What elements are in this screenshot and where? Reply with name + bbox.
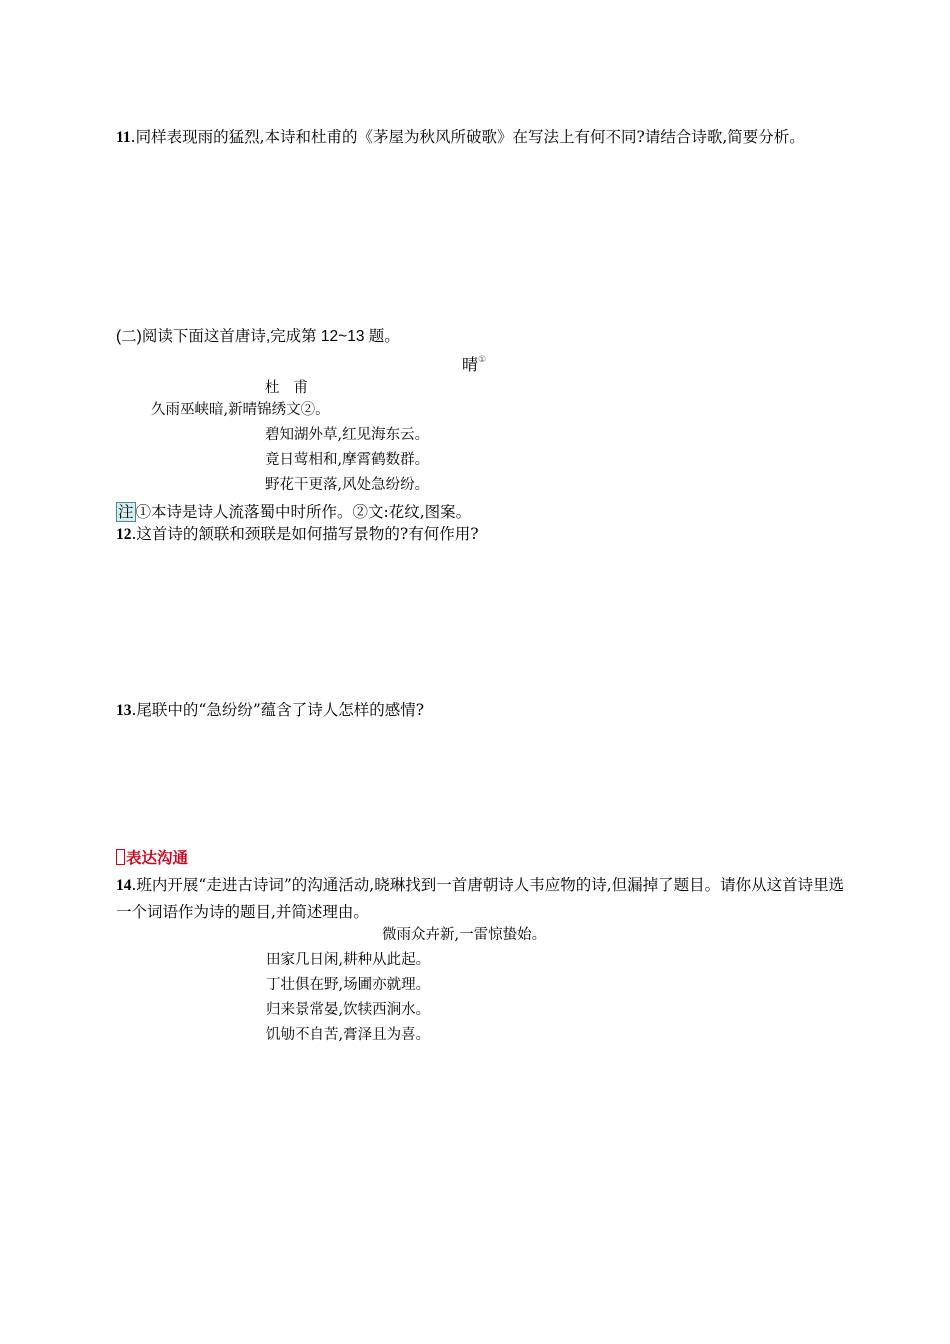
poem-title-text: 晴	[462, 355, 479, 374]
express-heading-text: 表达沟通	[126, 849, 189, 867]
poem-note	[116, 500, 471, 522]
question-text: .尾联中的“急纷纷”蕴含了诗人怎样的感情?	[131, 701, 425, 719]
poem-author: 杜甫	[265, 380, 322, 396]
poem-line: 丁壮俱在野,场圃亦就理。	[266, 977, 431, 993]
poem-line: 微雨众卉新,一雷惊蛰始。	[382, 927, 547, 943]
footnote-marker: ①	[478, 355, 487, 365]
note-mark: 注	[118, 503, 134, 521]
box-icon	[116, 849, 125, 865]
question-12	[116, 521, 479, 548]
question-number: 12	[116, 526, 132, 543]
poem-line: 野花干更落,风处急纷纷。	[265, 477, 430, 493]
question-text: .同样表现雨的猛烈,本诗和杜甫的《茅屋为秋风所破歌》在写法上有何不同?请结合诗歌,简要分析。	[130, 128, 805, 146]
express-section-heading	[116, 846, 188, 868]
poem-line: 竟日莺相和,摩霄鹤数群。	[265, 452, 430, 468]
section-heading: (二)阅读下面这首唐诗,完成第 12~13 题。	[116, 328, 400, 345]
poem-line: 田家几日闲,耕种从此起。	[266, 952, 431, 968]
question-14	[116, 872, 846, 926]
question-text: .这首诗的颔联和颈联是如何描写景物的?有何作用?	[131, 525, 479, 543]
poem-line: 饥劬不自苦,膏泽且为喜。	[266, 1027, 431, 1043]
note-text: ①本诗是诗人流落蜀中时所作。②文:花纹,图案。	[135, 503, 472, 521]
question-number: 14	[116, 877, 132, 894]
question-text: .班内开展“走进古诗词”的沟通活动,晓琳找到一首唐朝诗人韦应物的诗,但漏掉了题目。请你从这首诗里选一个词语作为诗的题目,并简述理由。	[116, 876, 845, 921]
question-13	[116, 697, 424, 724]
poem-line: 久雨巫峡暗,新晴锦绣文②。	[151, 402, 330, 418]
question-number: 13	[116, 702, 132, 719]
poem-line: 归来景常晏,饮犊西涧水。	[266, 1002, 431, 1018]
question-11	[116, 124, 846, 151]
poem-line: 碧知湖外草,红见海东云。	[265, 427, 430, 443]
question-number: 11	[116, 129, 131, 146]
poem-title	[462, 352, 486, 375]
